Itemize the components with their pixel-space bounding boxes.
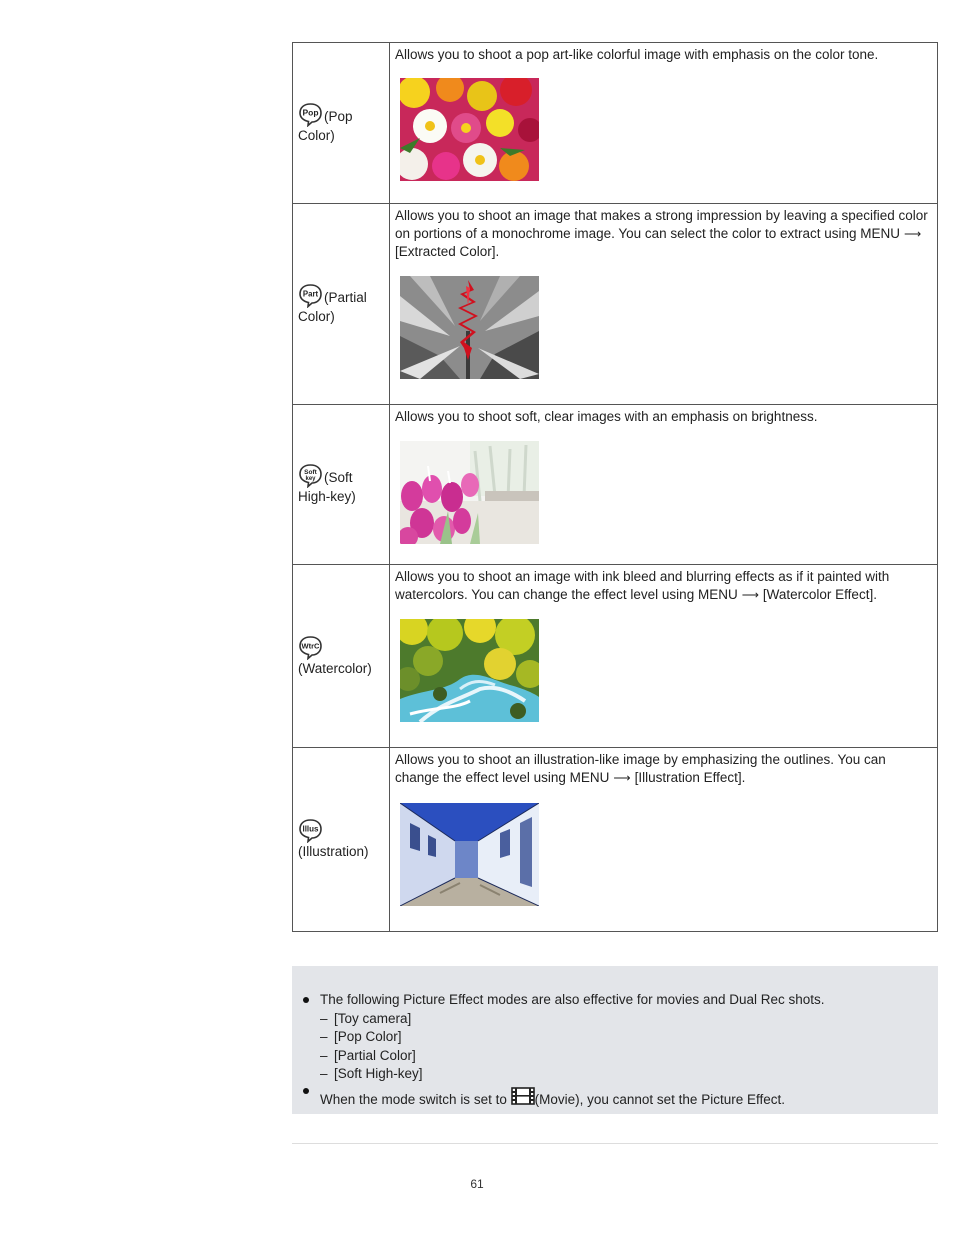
bullet-icon [303,1088,309,1094]
effect-name: (Illustration) [298,844,369,859]
effect-name: (Partial [324,289,367,305]
note-item [292,991,825,1084]
effect-name-cont: High-key) [298,489,356,504]
effect-name-cell [293,565,390,748]
list-item: – [Pop Color] [320,1029,402,1044]
soft-high-key-sample-image [400,441,539,544]
effect-row-soft-high-key [293,405,938,565]
effect-row-pop-color [293,43,938,204]
effect-description-cell [390,748,938,932]
arrow-icon: ⟶ [741,588,759,602]
effect-name-cont: Color) [298,127,335,143]
watercolor-icon [298,635,323,660]
note-text-cont: (Movie), you cannot set the Picture Effect. [534,1091,785,1107]
soft-high-key-icon [298,463,323,488]
effect-description-cell [390,405,938,565]
movie-icon [511,1086,535,1106]
effect-name: (Soft [324,470,353,485]
effect-description: Allows you to shoot a pop art-like colorful image with emphasis on the color tone. [395,47,879,62]
effect-description: Allows you to shoot soft, clear images with an emphasis on brightness. [395,409,818,424]
effect-name: (Watercolor) [298,660,372,676]
svg-text:Pop: Pop [302,107,319,117]
effect-description: Allows you to shoot an image with ink bleed and blurring effects as if it painted with watercolors. You can change the effect level using MENU ⟶ [Watercolor Effect]. [395,569,890,602]
partial-color-sample-image [400,276,539,379]
effect-description-cell [390,43,938,204]
note-box [292,966,938,1114]
effect-row-illustration [293,748,938,932]
note-text: When the mode switch is set to [320,1091,507,1107]
partial-color-icon [298,283,323,308]
illustration-sample-image [400,803,539,906]
effect-row-partial-color [293,204,938,405]
effect-name-cell [293,405,390,565]
arrow-icon: ⟶ [904,227,922,241]
effect-description-cell [390,565,938,748]
svg-text:Soft: Soft [304,469,317,476]
footer-divider [292,1143,938,1144]
note-item [292,1086,825,1110]
effect-description: Allows you to shoot an illustration-like image by emphasizing the outlines. You can change the effect level using MENU ⟶ [Illustration Effect]. [395,752,886,785]
note-text: The following Picture Effect modes are also effective for movies and Dual Rec shots. [320,992,825,1007]
note-list [292,991,825,1109]
bullet-icon [303,997,309,1003]
arrow-icon: ⟶ [613,771,631,785]
list-item: – [Toy camera] [320,1010,412,1026]
svg-text:Part: Part [302,289,319,298]
effect-mode-list [320,1010,825,1084]
effect-name-cell [293,43,390,204]
effect-row-watercolor [293,565,938,748]
page-number: 61 [470,1177,484,1191]
svg-text:key: key [305,476,316,482]
effect-description-cell [390,204,938,405]
illustration-icon [298,818,323,843]
effect-name-cont: Color) [298,308,335,324]
list-item: – [Partial Color] [320,1047,416,1063]
picture-effects-table [292,42,938,932]
svg-text:WtrC: WtrC [301,641,320,650]
list-item: – [Soft High-key] [320,1066,423,1081]
watercolor-sample-image [400,619,539,722]
effect-name-cell [293,748,390,932]
effect-name: (Pop [324,108,353,124]
effect-name-cell [293,204,390,405]
pop-color-icon [298,102,323,127]
svg-text:Illus: Illus [302,824,319,834]
pop-color-sample-image [400,78,539,181]
effect-description: Allows you to shoot an image that makes a strong impression by leaving a specified color on portions of a monochrome image. You can select the color to extract using MENU ⟶[Extracted Color]. [395,208,928,259]
